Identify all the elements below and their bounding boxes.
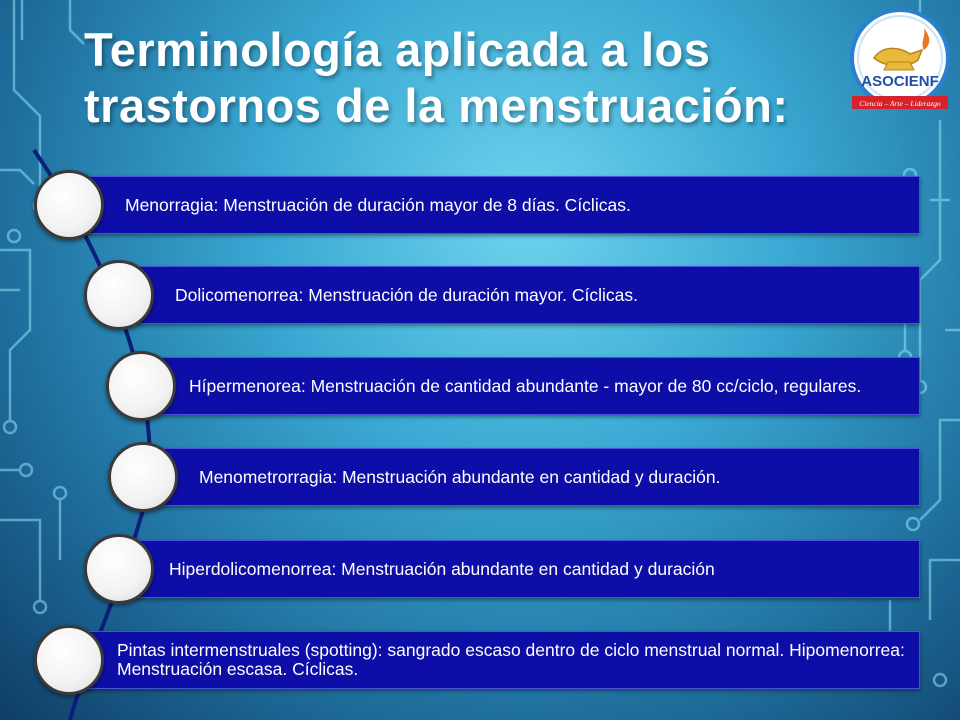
- slide-title: [84, 22, 864, 134]
- list-item-text: Pintas intermenstruales (spotting): sangrado escaso dentro de ciclo menstrual normal. Hipomenorrea: Menstruación escasa. Cíclicas.: [117, 640, 905, 679]
- bullet-circle: [84, 534, 154, 604]
- title-line-1: Terminología aplicada a los: [84, 23, 711, 76]
- list-item-text: Menometrorragia: Menstruación abundante en cantidad y duración.: [199, 466, 721, 487]
- list-item-text: Hiperdolicomenorrea: Menstruación abundante en cantidad y duración: [169, 558, 715, 579]
- bullet-circle: [34, 625, 104, 695]
- list-item: [118, 266, 920, 324]
- list-item-text: Hípermenorea: Menstruación de cantidad abundante - mayor de 80 cc/ciclo, regulares.: [189, 375, 862, 396]
- title-line-2: trastornos de la menstruación:: [84, 79, 789, 132]
- asocienf-logo: [848, 6, 952, 116]
- logo-name: ASOCIENF: [861, 73, 939, 90]
- bullet-circle: [84, 260, 154, 330]
- list-item: [140, 357, 920, 415]
- logo-motto: Ciencia – Arte – Liderazgo: [859, 99, 941, 108]
- list-item: [68, 176, 920, 234]
- list-item: [118, 540, 920, 598]
- bullet-circle: [108, 442, 178, 512]
- list-item-text: Dolicomenorrea: Menstruación de duración mayor. Cíclicas.: [175, 284, 638, 305]
- bullet-circle: [34, 170, 104, 240]
- list-item-text: Menorragia: Menstruación de duración mayor de 8 días. Cíclicas.: [125, 194, 631, 215]
- bullet-circle: [106, 351, 176, 421]
- list-item: [68, 631, 920, 689]
- list-item: [142, 448, 920, 506]
